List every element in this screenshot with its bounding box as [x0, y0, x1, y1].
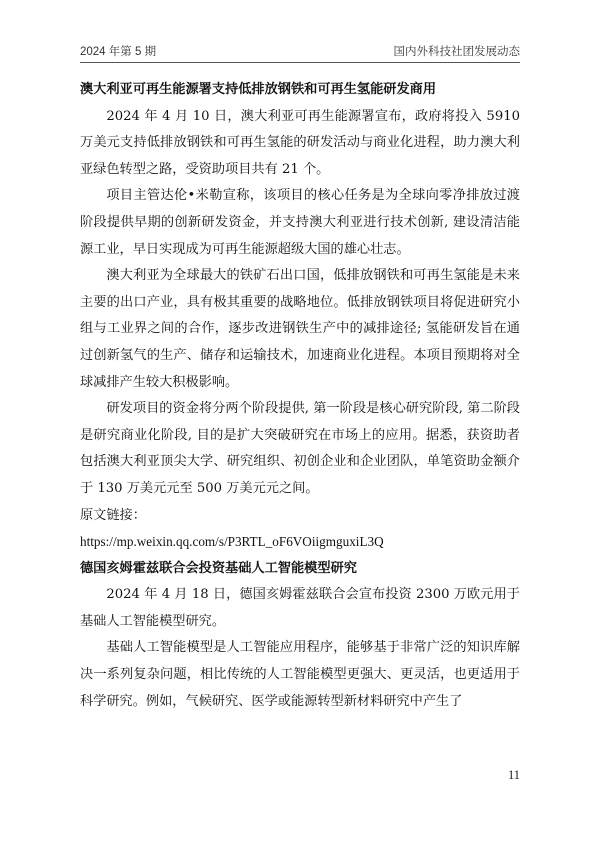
paragraph: 研发项目的资金将分两个阶段提供, 第一阶段是核心研究阶段, 第二阶段是研究商业化阶段, 目的是扩大突破研究在市场上的应用。据悉，获资助者包括澳大利亚顶尖大学、研究组织、初创企业和企业团队，单笔资助金额介于 130 万美元元至 500 万美元元之间。	[80, 401, 520, 496]
article-title: 澳大利亚可再生能源署支持低排放钢铁和可再生氢能研发商用	[80, 82, 437, 97]
source-link[interactable]: https://mp.weixin.qq.com/s/P3RTL_oF6VOiigmguxiL3Q	[80, 534, 384, 550]
publication-title: 国内外科技社团发展动态	[393, 46, 520, 58]
main-content	[80, 77, 520, 715]
paragraph: 澳大利亚为全球最大的铁矿石出口国，低排放钢铁和可再生氢能是未来主要的出口产业，具有极其重要的战略地位。低排放钢铁项目将促进研究小组与工业界之间的合作，逐步改进钢铁生产中的减排途径; 氢能研发旨在通过创新氢气的生产、储存和运输技术，加速商业化进程。本项目预期将对全球减排产生较大积极影响。	[80, 268, 520, 390]
article-title: 德国亥姆霍兹联合会投资基础人工智能模型研究	[80, 560, 357, 576]
running-header	[80, 43, 520, 61]
paragraph: 2024 年 4 月 10 日，澳大利亚可再生能源署宣布，政府将投入 5910 万美元支持低排放钢铁和可再生氢能的研发活动与商业化进程，助力澳大利亚绿色转型之路，受资助项目共有 21 个。	[80, 108, 520, 177]
paragraph: 基础人工智能模型是人工智能应用程序，能够基于非常广泛的知识库解决一系列复杂问题，相比传统的人工智能模型更强大、更灵活，也更适用于科学研究。例如，气候研究、医学或能源转型新材料研究中产生了	[80, 640, 520, 709]
header-rule	[80, 62, 520, 63]
source-label: 原文链接：	[80, 507, 146, 523]
paragraph: 2024 年 4 月 18 日，德国亥姆霍兹联合会宣布投资 2300 万欧元用于基础人工智能模型研究。	[80, 587, 520, 629]
issue-label: 2024 年第 5 期	[80, 46, 157, 58]
paragraph: 项目主管达伦•米勒宣称，该项目的核心任务是为全球向零净排放过渡阶段提供早期的创新研发资金，并支持澳大利亚进行技术创新, 建设清洁能源工业，早日实现成为可再生能源超级大国的雄心壮志。	[80, 188, 520, 257]
page-number: 11	[507, 768, 520, 782]
